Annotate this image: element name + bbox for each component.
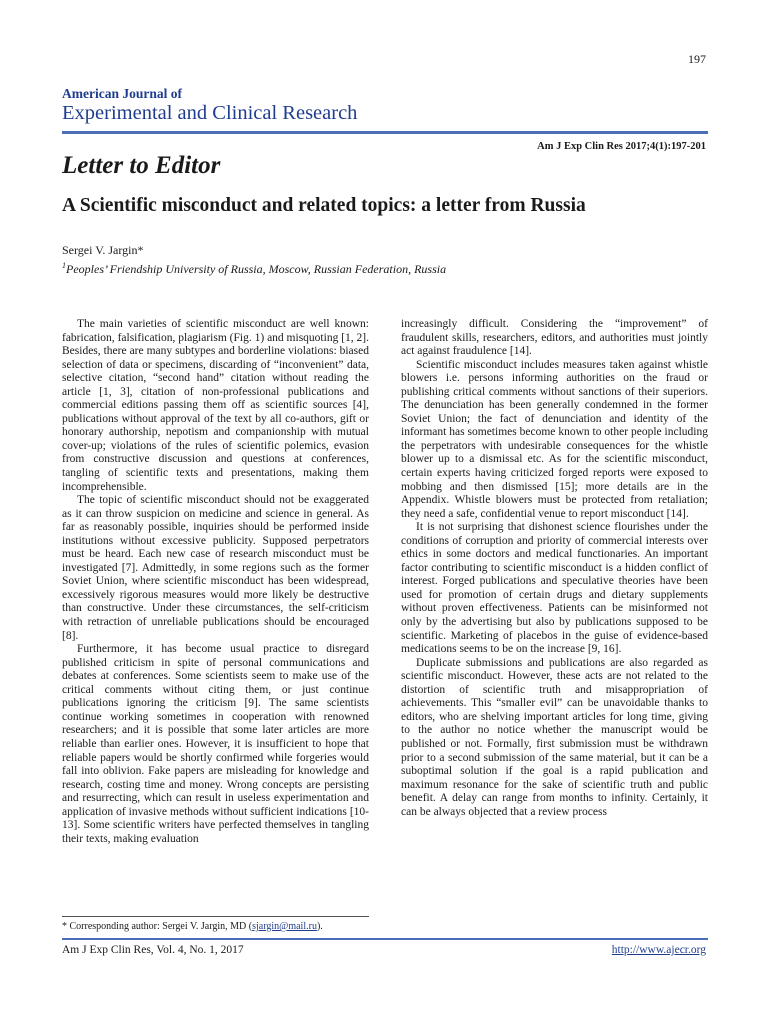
header-divider (62, 131, 708, 134)
page-number: 197 (688, 52, 706, 66)
paragraph: Scientific misconduct includes measures taken against whistle blowers i.e. persons informing authorities on the fraud or publishing critical comments without sanctions of their superiors. The denunciation has been generally condemned in the former Soviet Union; the fact of denunciation and identity of the informant has sometimes become known to other people including the perpetrators with undesirable consequences for the whistle blower up to a dismissal etc. As for the scientific misconduct, certain experts having criticized forged reports were exposed to mobbing and then dismissed [15]; more details are in the Appendix. Whistle blowers must be protected from retaliation; they need a safe, confidential venue to report misconduct [14]. (401, 358, 708, 520)
paragraph: The main varieties of scientific misconduct are well known: fabrication, falsification, plagiarism (Fig. 1) and misquoting [1, 2]. Besides, there are many subtypes and borderline violations: biased selection of data or specimens, discarding of “inconvenient” data, selective citation, “second hand” citation without reading the article [1, 3], citation of non-professional publications and commercial editions passing them off as scientific sources [4], publications without approval of the text by all co-authors, gift or honorary authorship, nepotism and companionship with mutual cover-up; violations of the rules of scientific polemics, evasion from constructive discussion and questions at conferences, tangling of scientific texts and presentations, making them incomprehensible. (62, 318, 369, 493)
journal-citation: Am J Exp Clin Res 2017;4(1):197-201 (537, 141, 706, 152)
body-column-right (401, 318, 708, 819)
footnote-prefix: * Corresponding author: Sergei V. Jargin, MD ( (62, 921, 253, 932)
footnote-suffix: ). (316, 921, 323, 932)
journal-website-link[interactable]: http://www.ajecr.org (611, 944, 706, 956)
footer-divider (62, 938, 708, 940)
footnote-divider (62, 916, 369, 917)
article-title: A Scientific misconduct and related topics: a letter from Russia (62, 195, 586, 216)
journal-title: Experimental and Clinical Research (62, 102, 358, 124)
paragraph-continuation: increasingly difficult. Considering the “improvement” of fraudulent skills, researchers, editors, and authorities must jointly act against fraudulence [14]. (401, 318, 708, 358)
affiliation-mark: 1 (62, 261, 66, 270)
footer-citation: Am J Exp Clin Res, Vol. 4, No. 1, 2017 (62, 944, 244, 956)
corresponding-author-footnote (62, 921, 323, 932)
paragraph: It is not surprising that dishonest science flourishes under the conditions of corruption and priority of commercial interests over ethics in some doctors and medical functionaries. An important factor contributing to scientific misconduct is a hidden conflict of interest. Forged publications and speculative theories have been used for promotion of certain drugs and dietary supplements without proven effectiveness. Patients can be misinformed not only by the advertising but also by publications supposed to be scientific. Marketing of placebos in the guise of evidence-based medications seems to be on the increase [9, 16]. (401, 521, 708, 656)
journal-kicker: American Journal of (62, 86, 182, 101)
email-link[interactable]: sjargin@mail.ru (252, 921, 317, 932)
author-name: Sergei V. Jargin* (62, 243, 144, 257)
affiliation-text: Peoples’ Friendship University of Russia, Moscow, Russian Federation, Russia (66, 262, 447, 276)
paragraph: Furthermore, it has become usual practice to disregard published criticism in spite of personal communications and debates at conferences. Some scientists seem to make use of the critical comments without citing them, or just continue publications ignoring the criticism [9]. The same scientists continue working sometimes in cooperation with renowned researchers; and it is possible that some later articles are more reliable than earlier ones. However, it is insufficient to hope that reliable papers would be shortly confirmed while forgeries would fall into oblivion. Fake papers are misleading for knowledge and research, costing time and money. Wrong concepts are persisting and resurrecting, which can result in useless experimentation and application of invasive methods without sufficient indications [10-13]. Some scientific writers have perfected themselves in tangling their texts, making evaluation (62, 643, 369, 845)
paragraph: Duplicate submissions and publications are also regarded as scientific misconduct. However, these acts are not related to the distortion of scientific truth and misappropriation of achievements. This “smaller evil” can be unavoidable thanks to editors, who are shelving important articles for long time, giving to the author no notice whether the manuscript would be published or not. Formally, first submission must be withdrawn prior to a second submission of the same material, but it can be a suboptimal solution if the goal is a rapid publication and maximum resonance for the sake of scientific truth and public benefit. A delay can range from months to infinity. Certainly, it can be always objected that a review process (401, 656, 708, 818)
author-affiliation (62, 261, 446, 277)
paragraph: The topic of scientific misconduct should not be exaggerated as it can throw suspicion on medicine and science in general. As far as reasonably possible, inquiries should be performed inside institutions without excessive publicity. Supposed perpetrators must be heard. Each new case of research misconduct must be investigated [7]. Admittedly, in some regions such as the former Soviet Union, where scientific misconduct has been widespread, excessively rigorous measures would more likely be destructive than constructive. Under these circumstances, the self-criticism with retraction of unreliable publications should be encouraged [8]. (62, 494, 369, 642)
article-type: Letter to Editor (62, 152, 221, 179)
body-column-left (62, 318, 369, 846)
